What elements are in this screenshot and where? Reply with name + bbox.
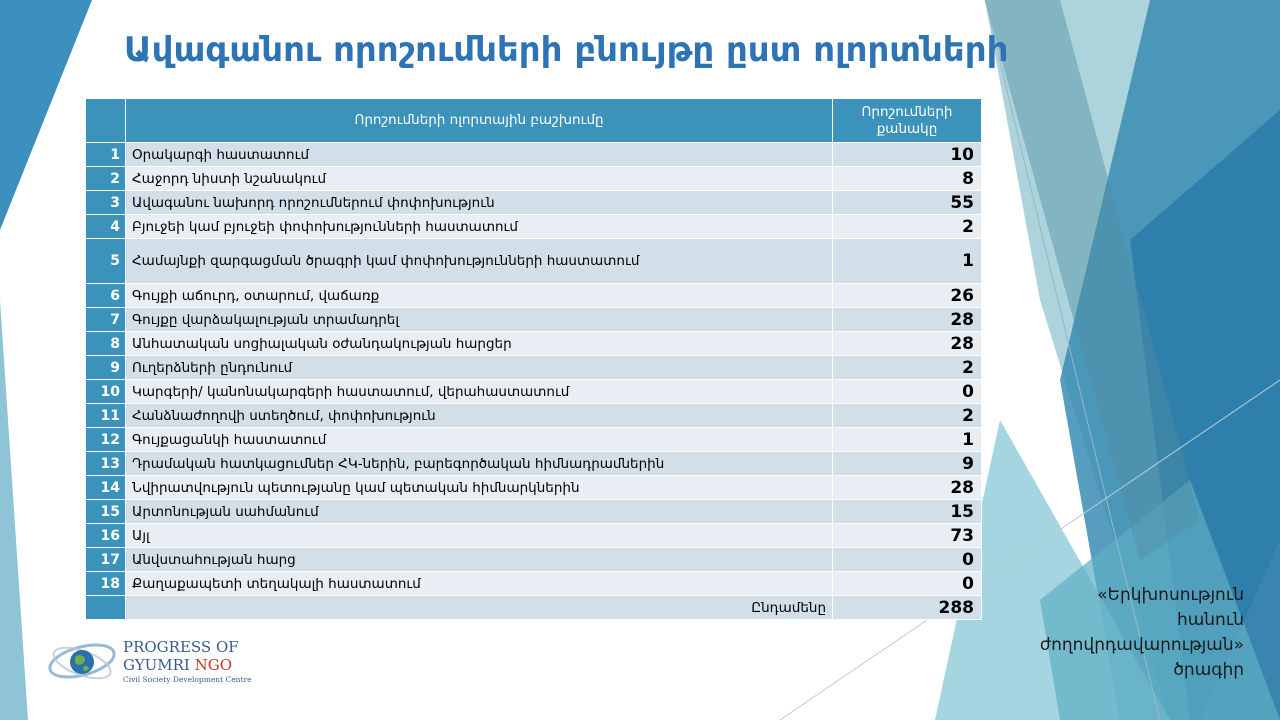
row-label: Գույքը վարձակալության տրամադրել	[126, 308, 833, 332]
row-label: Նվիրատվություն պետությանը կամ պետական հիմնարկներին	[126, 476, 833, 500]
tagline-line4: ծրագիր	[1173, 660, 1244, 680]
logo-text-ngo: NGO	[194, 656, 233, 674]
row-label: Հանձնաժողովի ստեղծում, փոփոխություն	[126, 404, 833, 428]
table-row	[86, 215, 982, 239]
row-label: Անհատական սոցիալական օժանդակության հարցեր	[126, 332, 833, 356]
row-label: Գույքացանկի հաստատում	[126, 428, 833, 452]
table-row	[86, 143, 982, 167]
table-row	[86, 524, 982, 548]
program-tagline	[1000, 583, 1244, 683]
header-category: Որոշումների ոլորտային բաշխումը	[126, 99, 833, 143]
total-value: 288	[833, 596, 982, 620]
table-row	[86, 332, 982, 356]
row-number: 3	[86, 191, 126, 215]
row-value: 28	[833, 332, 982, 356]
row-value: 0	[833, 572, 982, 596]
row-label: Այլ	[126, 524, 833, 548]
row-label: Քաղաքապետի տեղակալի հաստատում	[126, 572, 833, 596]
table-row	[86, 572, 982, 596]
row-value: 2	[833, 404, 982, 428]
row-number: 2	[86, 167, 126, 191]
table-row	[86, 428, 982, 452]
table-row	[86, 356, 982, 380]
row-number: 15	[86, 500, 126, 524]
total-label: Ընդամենը	[126, 596, 833, 620]
table-row	[86, 308, 982, 332]
row-number: 10	[86, 380, 126, 404]
header-number	[86, 99, 126, 143]
logo-text-line3: Civil Society Development Centre	[123, 675, 252, 684]
row-value: 10	[833, 143, 982, 167]
row-label: Ուղերձների ընդունում	[126, 356, 833, 380]
logo-text-line1: PROGRESS OF	[123, 638, 239, 656]
row-value: 2	[833, 356, 982, 380]
row-value: 15	[833, 500, 982, 524]
row-label: Հաջորդ նիստի նշանակում	[126, 167, 833, 191]
row-label: Գույքի աճուրդ, օտարում, վաճառք	[126, 284, 833, 308]
row-number: 18	[86, 572, 126, 596]
table-row	[86, 548, 982, 572]
row-number: 6	[86, 284, 126, 308]
row-value: 28	[833, 476, 982, 500]
table-row	[86, 167, 982, 191]
row-number: 16	[86, 524, 126, 548]
row-number: 17	[86, 548, 126, 572]
tagline-line3: ժողովրդավարության»	[1039, 635, 1244, 655]
table-row	[86, 452, 982, 476]
row-number: 9	[86, 356, 126, 380]
row-value: 1	[833, 428, 982, 452]
row-label: Արտոնության սահմանում	[126, 500, 833, 524]
row-value: 26	[833, 284, 982, 308]
total-number-cell	[86, 596, 126, 620]
row-number: 8	[86, 332, 126, 356]
page-title: Ավագանու որոշումների բնույթը ըստ ոլորտների	[124, 30, 1009, 70]
row-number: 1	[86, 143, 126, 167]
row-number: 4	[86, 215, 126, 239]
row-number: 7	[86, 308, 126, 332]
row-value: 28	[833, 308, 982, 332]
row-label: Դրամական հատկացումներ ՀԿ-ներին, բարեգործական հիմնադրամներին	[126, 452, 833, 476]
header-count: Որոշումների քանակը	[833, 99, 982, 143]
row-number: 11	[86, 404, 126, 428]
table-header-row	[86, 99, 982, 143]
row-number: 5	[86, 239, 126, 284]
logo-text-line2	[123, 656, 232, 674]
row-label: Անվստահության հարց	[126, 548, 833, 572]
tagline-line2: հանուն	[1176, 610, 1244, 630]
decisions-table	[85, 98, 982, 620]
row-value: 8	[833, 167, 982, 191]
row-value: 0	[833, 548, 982, 572]
row-number: 14	[86, 476, 126, 500]
row-value: 73	[833, 524, 982, 548]
row-label: Օրակարգի հաստատում	[126, 143, 833, 167]
row-label: Բյուջեի կամ բյուջեի փոփոխությունների հաստատում	[126, 215, 833, 239]
table-row	[86, 404, 982, 428]
row-number: 12	[86, 428, 126, 452]
logo-text-gyumri: GYUMRI	[123, 656, 195, 674]
table-row	[86, 380, 982, 404]
table-row	[86, 239, 982, 284]
row-label: Համայնքի զարգացման ծրագրի կամ փոփոխությունների հաստատում	[126, 239, 833, 284]
row-number: 13	[86, 452, 126, 476]
row-value: 0	[833, 380, 982, 404]
tagline-line1: «Երկխոսություն	[1097, 585, 1244, 605]
table-row	[86, 500, 982, 524]
row-value: 55	[833, 191, 982, 215]
table-row	[86, 191, 982, 215]
table-row	[86, 284, 982, 308]
row-value: 2	[833, 215, 982, 239]
row-label: Ավագանու նախորդ որոշումներում փոփոխություն	[126, 191, 833, 215]
row-value: 1	[833, 239, 982, 284]
total-row	[86, 596, 982, 620]
row-value: 9	[833, 452, 982, 476]
table-row	[86, 476, 982, 500]
row-label: Կարգերի/ կանոնակարգերի հաստատում, վերահաստատում	[126, 380, 833, 404]
